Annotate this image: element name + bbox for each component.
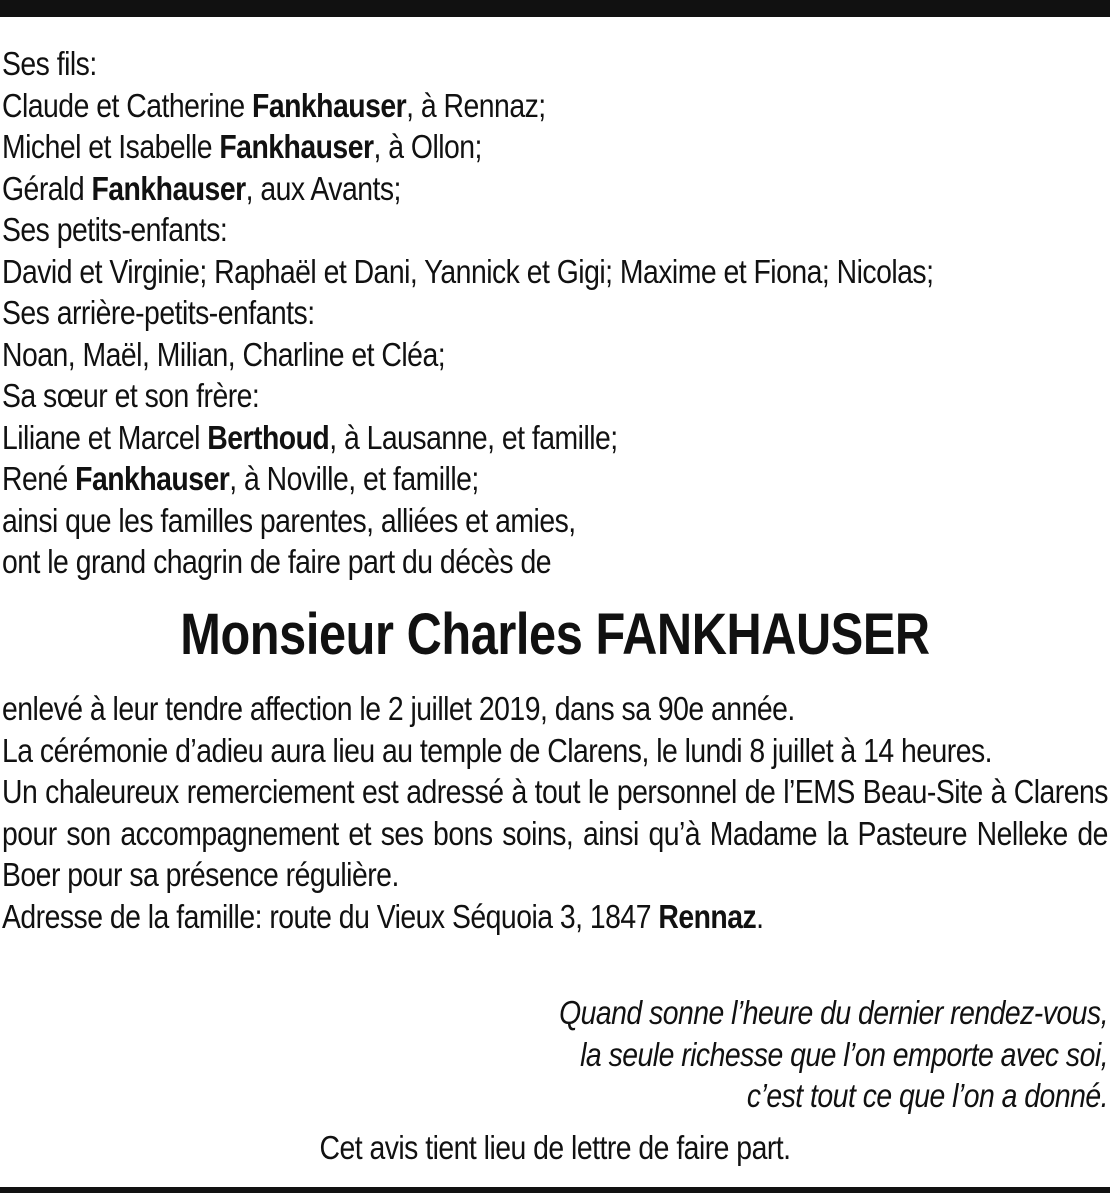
surname: Fankhauser xyxy=(219,128,374,165)
family-list xyxy=(2,43,1110,583)
family-line: David et Virginie; Raphaël et Dani, Yannick et Gigi; Maxime et Fiona; Nicolas; xyxy=(2,252,934,290)
bottom-rule xyxy=(0,1187,1110,1193)
family-line: Liliane et Marcel Berthoud, à Lausanne, et famille; xyxy=(2,418,618,456)
surname: Fankhauser xyxy=(91,169,246,207)
announcement-body xyxy=(2,688,1108,937)
family-line: Michel et Isabelle Fankhauser, à Ollon; xyxy=(2,128,482,165)
family-line: Noan, Maël, Milian, Charline et Cléa; xyxy=(2,335,446,373)
body-paragraph: enlevé à leur tendre affection le 2 juillet 2019, dans sa 90e année. xyxy=(2,690,795,727)
family-line: ont le grand chagrin de faire part du décès de xyxy=(2,543,551,580)
surname: Berthoud xyxy=(207,418,330,456)
family-address: Adresse de la famille: route du Vieux Séquoia 3, 1847 Rennaz. xyxy=(2,897,764,935)
family-line: Ses petits-enfants: xyxy=(2,211,228,248)
family-line: Ses fils: xyxy=(2,45,97,82)
body-paragraph: La cérémonie d’adieu aura lieu au temple de Clarens, le lundi 8 juillet à 14 heures. xyxy=(2,731,993,769)
family-line: ainsi que les familles parentes, alliées et amies, xyxy=(2,501,576,539)
top-rule xyxy=(0,0,1110,17)
family-line: Sa sœur et son frère: xyxy=(2,377,260,414)
quote-line: c’est tout ce que l’on a donné. xyxy=(746,1077,1108,1114)
deceased-name: Monsieur Charles FANKHAUSER xyxy=(180,602,930,667)
surname: Fankhauser xyxy=(75,460,230,497)
address-town: Rennaz xyxy=(658,897,757,935)
family-line: Ses arrière-petits-enfants: xyxy=(2,294,315,331)
quote-line: la seule richesse que l’on emporte avec soi, xyxy=(580,1035,1108,1073)
body-paragraph: Un chaleureux remerciement est adressé à tout le personnel de l’EMS Beau-Site à Clarens pour son accompagnement et ses bons soins, ainsi qu’à Madame la Pasteure Nelleke de Boer pour sa présence régulière. xyxy=(2,773,1108,893)
footer-note: Cet avis tient lieu de lettre de faire part. xyxy=(319,1129,791,1166)
family-line: Gérald Fankhauser, aux Avants; xyxy=(2,169,401,207)
closing-quote xyxy=(0,992,1108,1117)
surname: Fankhauser xyxy=(252,86,407,124)
family-line: Claude et Catherine Fankhauser, à Rennaz; xyxy=(2,86,546,124)
family-line: René Fankhauser, à Noville, et famille; xyxy=(2,460,479,497)
quote-line: Quand sonne l’heure du dernier rendez-vous, xyxy=(559,994,1108,1031)
